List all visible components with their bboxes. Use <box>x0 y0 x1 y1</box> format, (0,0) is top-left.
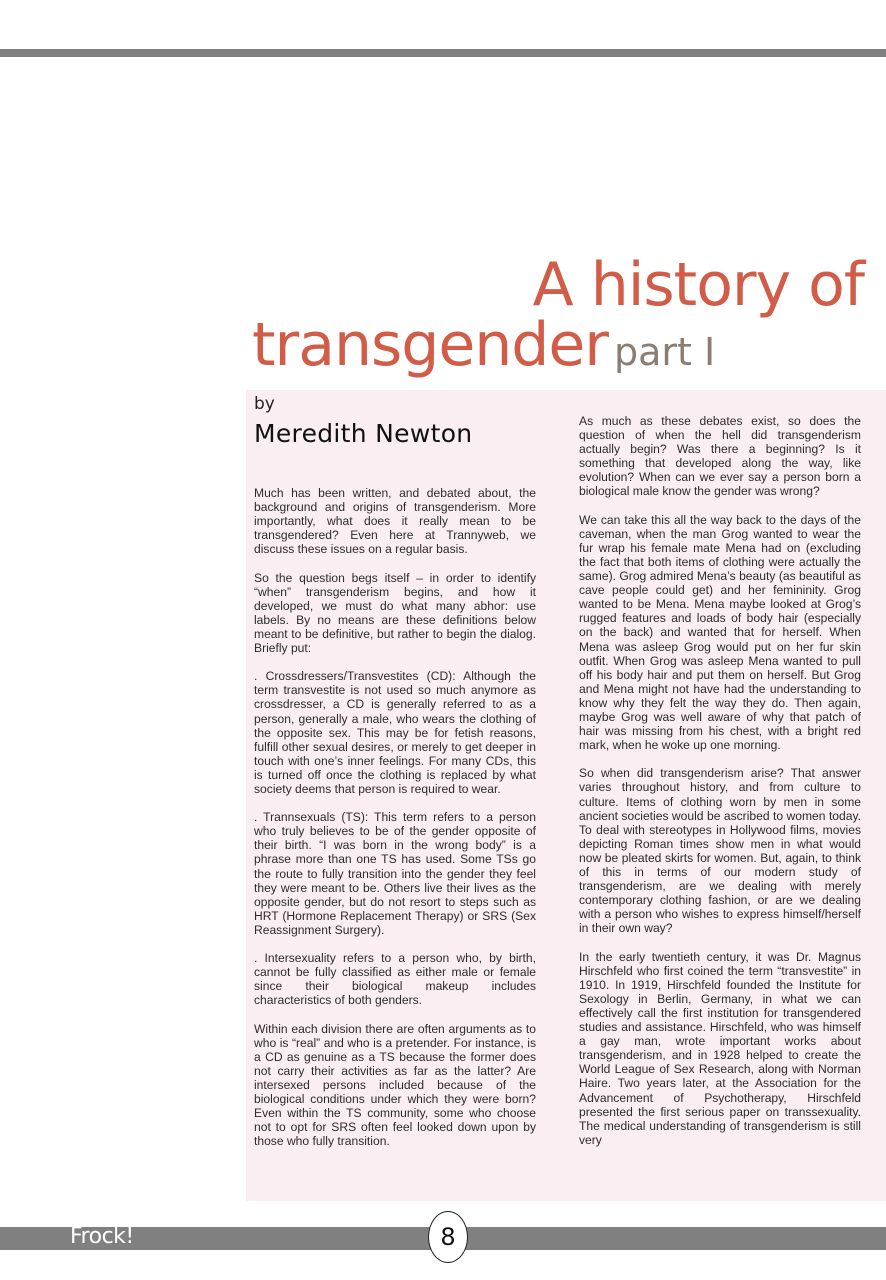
magazine-logo: Frock! <box>70 1224 134 1249</box>
paragraph: As much as these debates exist, so does the question of when the hell did transgenderism actually begin? Was there a beginning? Is it something that developed along the way, like evolution? When can we ever say a person born a biological male know the gender was wrong? <box>579 414 861 499</box>
article-part-label: part I <box>613 330 716 374</box>
article-title-word: transgender <box>252 310 608 380</box>
article-title-line-1: A history of <box>532 250 864 320</box>
article-title-line-2 <box>252 310 716 380</box>
paragraph: . Crossdressers/Transvestites (CD): Although the term transvestite is not used so much anymore as crossdresser, a CD is generally referred to as a person, generally a male, who wears the clothing of the opposite sex. This may be for fetish reasons, fulfill other sexual desires, or merely to get deeper in touch with one’s inner feelings. For many CDs, this is turned off once the clothing is replaced by what society deems that person is required to wear. <box>254 669 536 796</box>
article-column-left <box>254 486 536 1163</box>
paragraph: Within each division there are often arguments as to who is “real” and who is a pretender. For instance, is a CD as genuine as a TS because the former does not carry their activities as far as the latter? Are intersexed persons included because of the biological conditions under which they were born? Even within the TS community, some who choose not to opt for SRS often feel looked down upon by those who fully transition. <box>254 1021 536 1149</box>
byline-author: Meredith Newton <box>254 419 473 448</box>
paragraph: In the early twentieth century, it was Dr. Magnus Hirschfeld who first coined the term “transvestite” in 1910. In 1919, Hirschfeld founded the Institute for Sexology in Berlin, Germany, in what we can effectively call the first institution for transgendered studies and assistance. Hirschfeld, who was himself a gay man, wrote important works about transgenderism, and in 1928 helped to create the World League of Sex Research, along with Norman Haire. Two years later, at the Association for the Advancement of Psychotherapy, Hirschfeld presented the first serious paper on transsexuality. The medical understanding of transgenderism is still very <box>579 949 861 1147</box>
page-number: 8 <box>428 1211 468 1263</box>
paragraph: So when did transgenderism arise? That answer varies throughout history, and from culture to culture. Items of clothing worn by men in some ancient societies would be ascribed to women today. To deal with stereotypes in Hollywood films, movies depicting Roman times show men in what would now be pleated skirts for women. But, again, to think of this in terms of our modern study of transgenderism, are we dealing with merely contemporary clothing fashion, or are we dealing with a person who wishes to express himself/herself in their own way? <box>579 766 861 936</box>
paragraph: We can take this all the way back to the days of the caveman, when the man Grog wanted to wear the fur wrap his female mate Mena had on (excluding the fact that both items of clothing were actually the same). Grog admired Mena’s beauty (as beautiful as cave people could get) and her femininity. Grog wanted to be Mena. Mena maybe looked at Grog’s rugged features and loads of body hair (especially on the back) and wanted that for herself. When Mena was asleep Grog would put on her fur skin outfit. When Grog was asleep Mena wanted to pull off his body hair and put them on herself. But Grog and Mena might not have had the understanding to know why they felt the way they do. Then again, maybe Grog was well aware of why that patch of hair was missing from his chest, with a bright red mark, when he woke up one morning. <box>579 512 861 753</box>
article-column-right <box>579 414 861 1161</box>
paragraph: So the question begs itself – in order to identify “when” transgenderism begins, and how it developed, we must do what many abhor: use labels. By no means are these definitions below meant to be definitive, but rather to begin the dialog. Briefly put: <box>254 570 536 656</box>
paragraph: . Intersexuality refers to a person who, by birth, cannot be fully classified as either male or female since their biological makeup includes characteristics of both genders. <box>254 951 536 1008</box>
paragraph: . Trannsexuals (TS): This term refers to a person who truly believes to be of the gender opposite of their birth. “I was born in the wrong body” is a phrase more than one TS has used. Some TSs go the route to fully transition into the gender they feel they were meant to be. Others live their lives as the opposite gender, but do not resort to steps such as HRT (Hormone Replacement Therapy) or SRS (Sex Reassignment Surgery). <box>254 810 536 937</box>
top-rule <box>0 49 886 57</box>
paragraph: Much has been written, and debated about, the background and origins of transgenderism. More importantly, what does it really mean to be transgendered? Even here at Trannyweb, we discuss these issues on a regular basis. <box>254 486 536 557</box>
byline-by: by <box>254 394 275 414</box>
